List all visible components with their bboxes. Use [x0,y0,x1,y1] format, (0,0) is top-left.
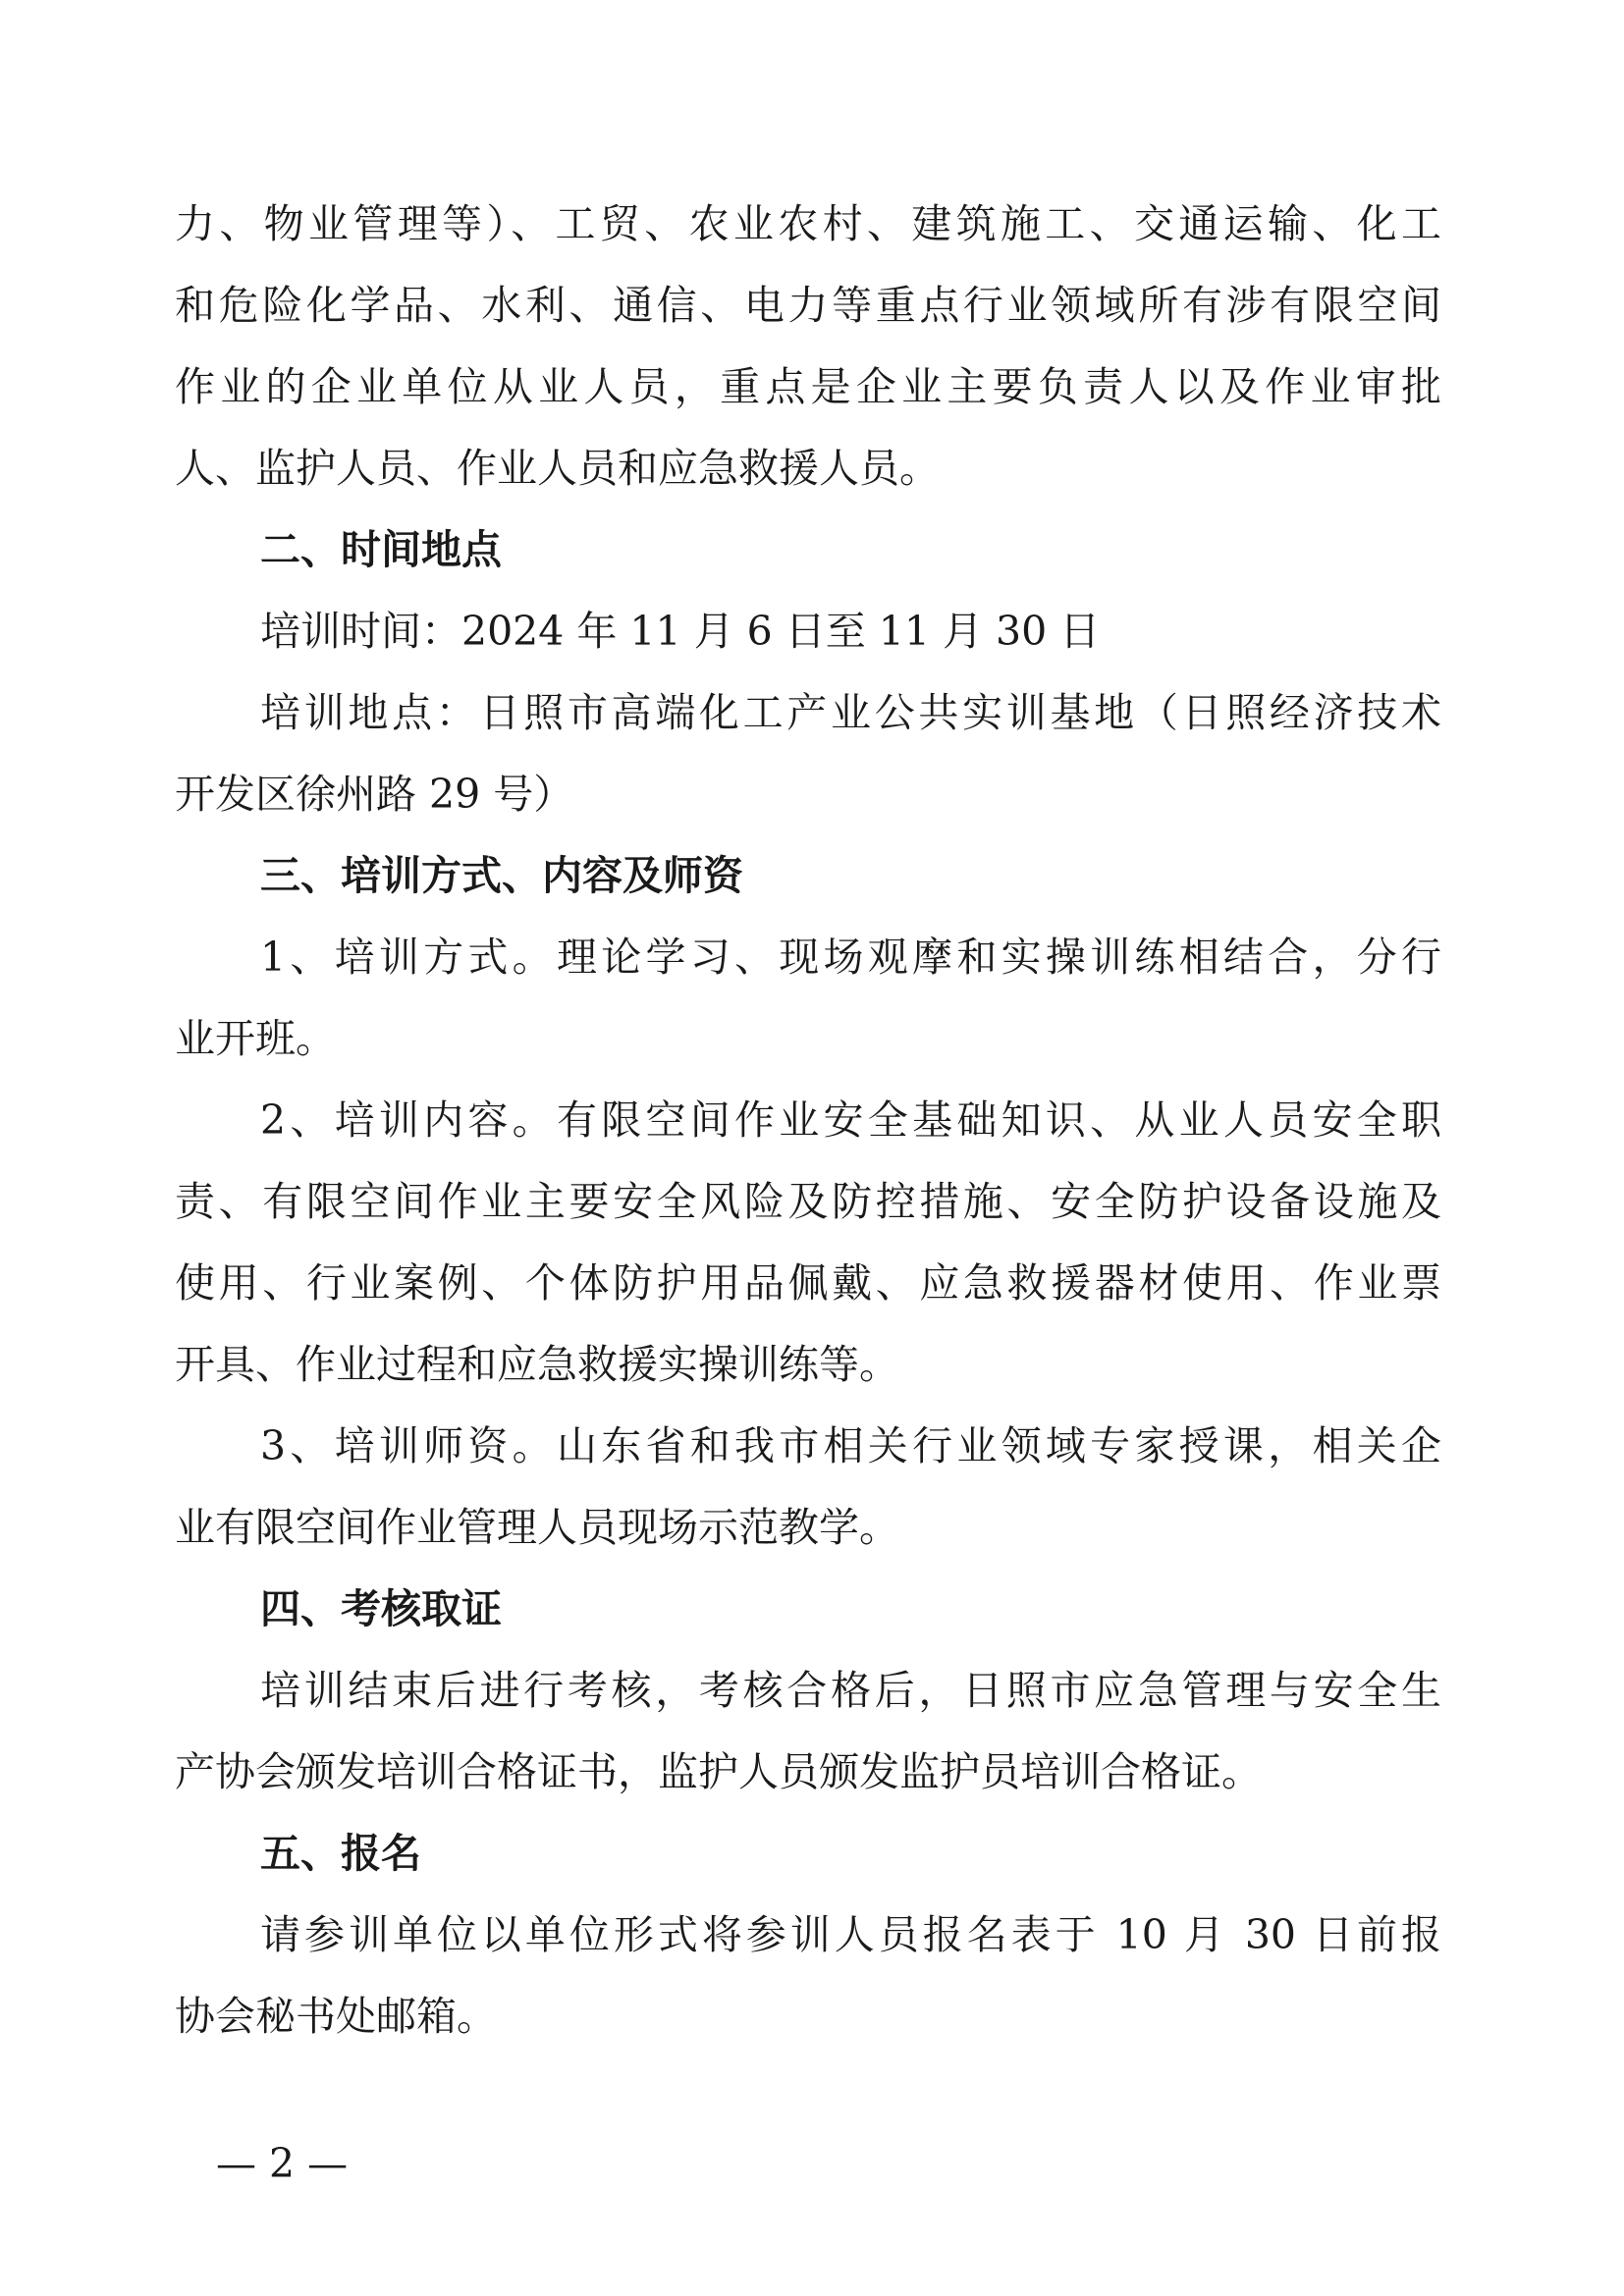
body-line: 力、物业管理等）、工贸、农业农村、建筑施工、交通运输、化工 [175,200,1441,247]
body-line: 作业的企业单位从业人员，重点是企业主要负责人以及作业审批 [175,363,1441,410]
section-heading-method: 三、培训方式、内容及师资 [260,852,743,899]
body-line-training-time: 培训时间：2024 年 11 月 6 日至 11 月 30 日 [260,608,1101,655]
section-heading-registration: 五、报名 [260,1830,421,1877]
body-line: 业开班。 [175,1015,336,1062]
body-line-training-place: 培训地点：日照市高端化工产业公共实训基地（日照经济技术 [260,689,1441,736]
body-line: 3、培训师资。山东省和我市相关行业领域专家授课，相关企 [260,1422,1441,1469]
page-number: — 2 — [216,2140,349,2187]
body-line: 开发区徐州路 29 号） [175,771,574,818]
body-line: 业有限空间作业管理人员现场示范教学。 [175,1504,899,1551]
body-line: 2、培训内容。有限空间作业安全基础知识、从业人员安全职 [260,1096,1441,1144]
body-line: 人、监护人员、作业人员和应急救援人员。 [175,445,940,492]
body-line: 使用、行业案例、个体防护用品佩戴、应急救援器材使用、作业票 [175,1259,1441,1307]
body-line: 请参训单位以单位形式将参训人员报名表于 10 月 30 日前报 [260,1911,1441,1958]
body-line: 1、培训方式。理论学习、现场观摩和实操训练相结合，分行 [260,934,1441,981]
body-line: 培训结束后进行考核，考核合格后，日照市应急管理与安全生 [260,1667,1441,1714]
body-line: 产协会颁发培训合格证书，监护人员颁发监护员培训合格证。 [175,1748,1262,1795]
section-heading-assessment: 四、考核取证 [260,1585,502,1632]
section-heading-time-place: 二、时间地点 [260,526,502,573]
body-line: 开具、作业过程和应急救援实操训练等。 [175,1341,899,1388]
body-line: 协会秘书处邮箱。 [175,1993,497,2040]
body-line: 和危险化学品、水利、通信、电力等重点行业领域所有涉有限空间 [175,282,1441,329]
body-line: 责、有限空间作业主要安全风险及防控措施、安全防护设备设施及 [175,1178,1441,1225]
